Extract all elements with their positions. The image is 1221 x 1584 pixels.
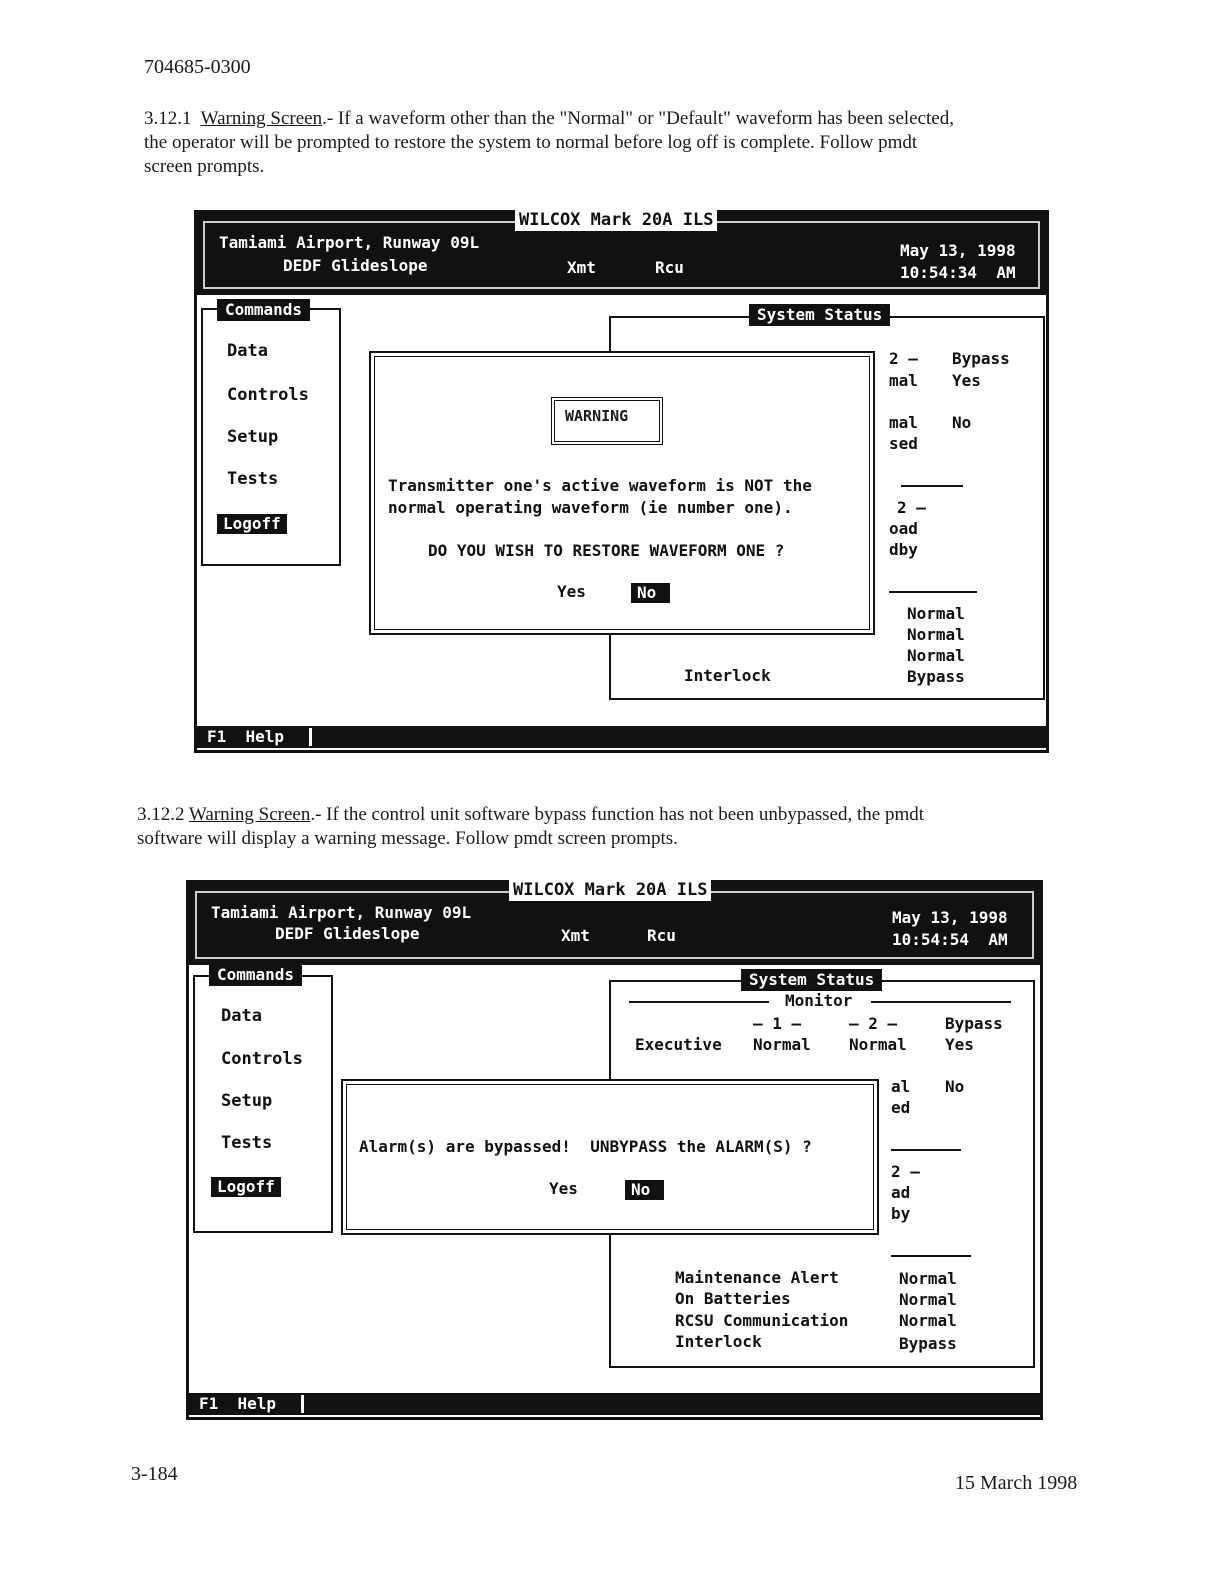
status-fragment: Bypass <box>952 349 1010 368</box>
commands-label: Commands <box>209 964 302 986</box>
status-fragment: oad <box>889 519 918 538</box>
alert-name: Maintenance Alert <box>675 1268 839 1287</box>
no-button[interactable]: No <box>631 583 670 603</box>
no-button[interactable]: No <box>625 1180 664 1200</box>
warning-dialog <box>369 351 875 635</box>
command-setup[interactable]: Setup <box>227 427 279 447</box>
system-title: WILCOX Mark 20A ILS <box>515 209 717 231</box>
system-title: WILCOX Mark 20A ILS <box>509 879 711 901</box>
command-tests[interactable]: Tests <box>227 469 279 489</box>
command-controls[interactable]: Controls <box>221 1049 303 1069</box>
section-3-12-2 <box>137 803 1137 851</box>
rcu-indicator: Rcu <box>655 258 684 277</box>
command-setup[interactable]: Setup <box>221 1091 273 1111</box>
alert-value: Normal <box>899 1290 957 1309</box>
page-number: 3-184 <box>131 1463 178 1485</box>
command-data[interactable]: Data <box>227 341 268 361</box>
section-line: .- If a waveform other than the "Normal" or "Default" waveform has been selected, <box>322 108 954 129</box>
help-bar <box>189 1393 1040 1415</box>
status-fragment: 2 — <box>889 349 918 368</box>
command-data[interactable]: Data <box>221 1006 262 1026</box>
monitor-col: — 1 — <box>753 1014 802 1033</box>
warning-title: WARNING <box>551 397 663 445</box>
commands-label: Commands <box>217 299 310 321</box>
command-controls[interactable]: Controls <box>227 385 309 405</box>
pmdt-screen-waveform-warning <box>194 210 1049 753</box>
status-value: Bypass <box>907 667 965 686</box>
status-value: Normal <box>907 646 965 665</box>
section-3-12-1 <box>144 107 1144 179</box>
section-number: 3.12.1 <box>144 108 192 129</box>
executive-label: Executive <box>635 1035 722 1054</box>
monitor-col: Bypass <box>945 1014 1003 1033</box>
system-status-label: System Status <box>749 304 890 326</box>
location: Tamiami Airport, Runway 09L <box>211 903 472 922</box>
xmt-indicator: Xmt <box>567 258 596 277</box>
facility: DEDF Glideslope <box>283 256 428 275</box>
rcu-indicator: Rcu <box>647 926 676 945</box>
status-fragment: al <box>891 1077 911 1096</box>
alert-value: Normal <box>899 1311 957 1330</box>
document-number: 704685-0300 <box>144 56 251 78</box>
status-fragment: No <box>945 1077 965 1096</box>
command-logoff[interactable]: Logoff <box>217 514 287 534</box>
time: 10:54:54 AM <box>892 930 1008 949</box>
monitor-col: — 2 — <box>849 1014 898 1033</box>
alert-value: Normal <box>899 1269 957 1288</box>
help-bar <box>197 726 1046 748</box>
status-fragment: ed <box>891 1098 911 1117</box>
executive-monitor-1: Normal <box>753 1035 811 1054</box>
status-fragment: 2 — <box>897 498 926 517</box>
status-fragment: No <box>952 413 972 432</box>
alert-value: Bypass <box>899 1334 957 1353</box>
date: May 13, 1998 <box>900 241 1016 260</box>
status-fragment: Yes <box>952 371 981 390</box>
executive-monitor-2: Normal <box>849 1035 907 1054</box>
xmt-indicator: Xmt <box>561 926 590 945</box>
alert-name: On Batteries <box>675 1289 791 1308</box>
status-fragment: sed <box>889 434 918 453</box>
status-fragment: 2 — <box>891 1162 920 1181</box>
yes-button[interactable]: Yes <box>557 582 586 601</box>
status-fragment: ad <box>891 1183 911 1202</box>
title-bar <box>197 210 1046 295</box>
warning-question: DO YOU WISH TO RESTORE WAVEFORM ONE ? <box>428 541 785 560</box>
status-fragment: mal <box>889 413 918 432</box>
command-logoff[interactable]: Logoff <box>211 1177 281 1197</box>
alert-name: Interlock <box>675 1332 762 1351</box>
section-heading: Warning Screen <box>200 108 323 129</box>
facility: DEDF Glideslope <box>275 924 420 943</box>
status-fragment: dby <box>889 540 918 559</box>
section-line: .- If the control unit software bypass function has not been unbypassed, the pmdt <box>310 804 924 825</box>
status-value: Normal <box>907 625 965 644</box>
date: May 13, 1998 <box>892 908 1008 927</box>
alert-name: RCSU Communication <box>675 1311 849 1330</box>
title-bar <box>189 880 1040 965</box>
yes-button[interactable]: Yes <box>549 1179 578 1198</box>
status-fragment: mal <box>889 371 918 390</box>
section-line: software will display a warning message. Follow pmdt screen prompts. <box>137 828 678 849</box>
document-date: 15 March 1998 <box>955 1472 1078 1494</box>
time: 10:54:34 AM <box>900 263 1016 282</box>
section-line: the operator will be prompted to restore the system to normal before log off is complete. Follow pmdt <box>144 132 918 153</box>
location: Tamiami Airport, Runway 09L <box>219 233 480 252</box>
status-fragment: by <box>891 1204 911 1223</box>
command-tests[interactable]: Tests <box>221 1133 273 1153</box>
section-heading: Warning Screen <box>188 804 311 825</box>
monitor-label: Monitor <box>785 991 853 1010</box>
status-value: Normal <box>907 604 965 623</box>
section-line: screen prompts. <box>144 156 265 177</box>
bypass-warning-dialog <box>341 1079 879 1235</box>
warning-message-line: Transmitter one's active waveform is NOT the <box>388 476 812 495</box>
warning-message-line: normal operating waveform (ie number one). <box>388 498 793 517</box>
pmdt-screen-bypass-warning <box>186 880 1043 1420</box>
bypass-message: Alarm(s) are bypassed! UNBYPASS the ALARM(S) ? <box>359 1137 812 1156</box>
help-key[interactable]: F1 Help <box>199 1394 277 1413</box>
system-status-label: System Status <box>741 969 882 991</box>
section-number: 3.12.2 <box>137 804 185 825</box>
help-key[interactable]: F1 Help <box>207 727 285 746</box>
executive-bypass: Yes <box>945 1035 974 1054</box>
interlock-label: Interlock <box>684 666 771 685</box>
